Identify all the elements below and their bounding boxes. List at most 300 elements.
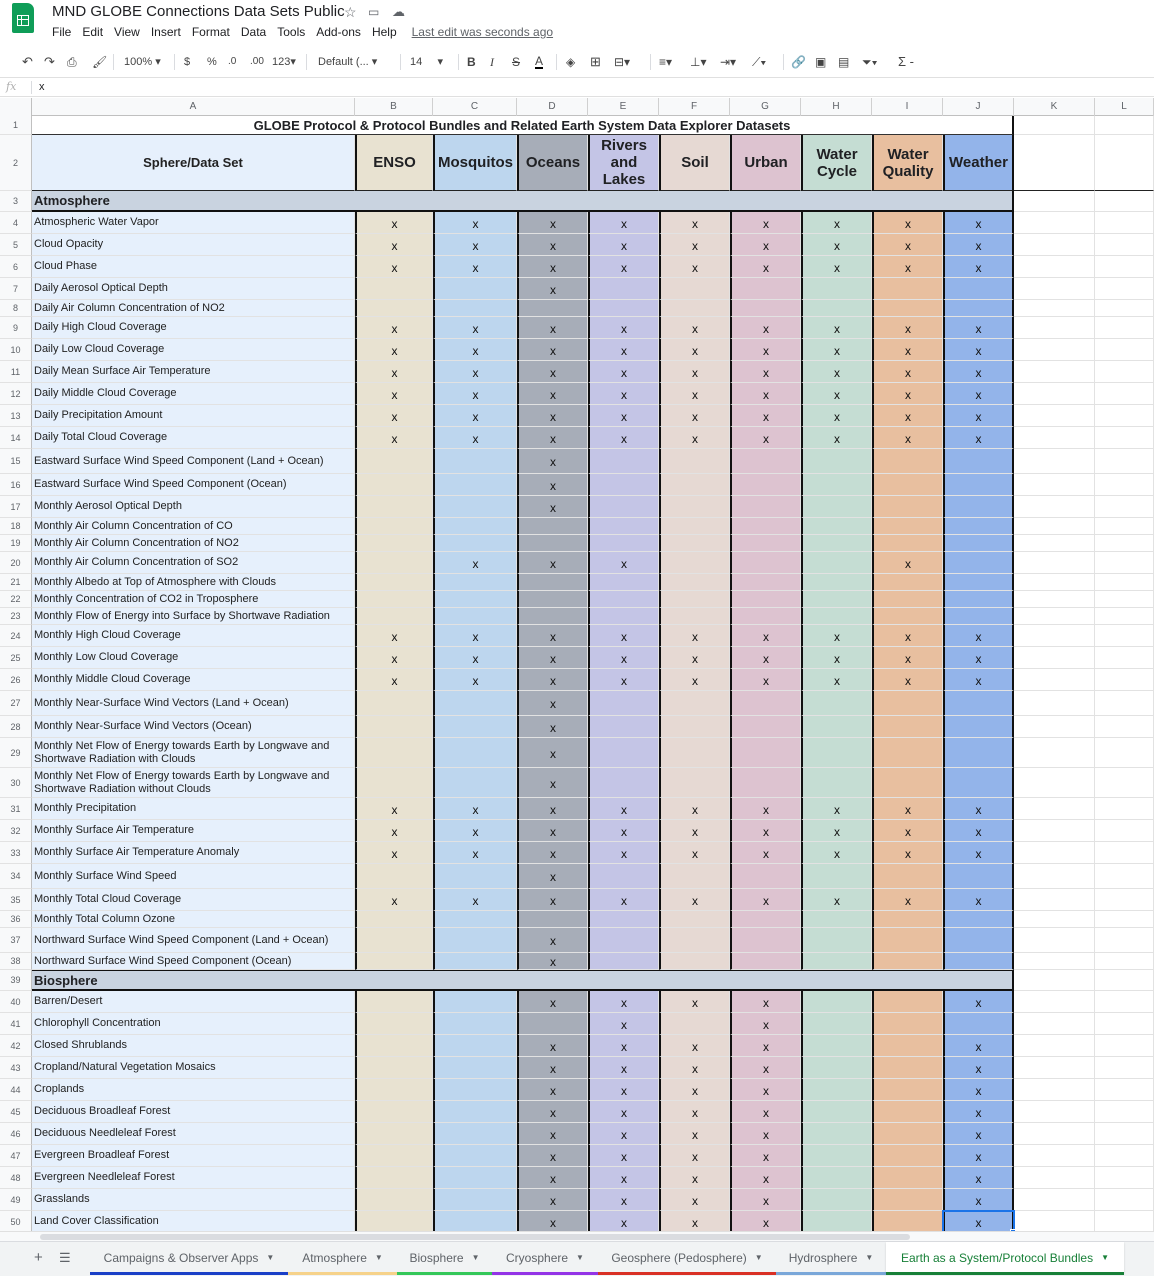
header-cell-water-cycle[interactable]: Water Cycle bbox=[801, 135, 872, 191]
mark-cell[interactable]: x bbox=[659, 1035, 730, 1057]
mark-cell[interactable]: x bbox=[659, 1123, 730, 1145]
empty-cell[interactable] bbox=[1095, 496, 1154, 518]
menu-format[interactable]: Format bbox=[191, 25, 230, 39]
mark-cell[interactable]: x bbox=[659, 1167, 730, 1189]
mark-cell[interactable]: x bbox=[730, 991, 801, 1013]
mark-cell[interactable]: x bbox=[588, 669, 659, 691]
mark-cell[interactable] bbox=[588, 691, 659, 716]
insert-link-icon[interactable]: 🔗 bbox=[791, 55, 806, 69]
dataset-name-cell[interactable]: Monthly Net Flow of Energy towards Earth by Longwave and Shortwave Radiation with Clouds bbox=[32, 738, 355, 768]
mark-cell[interactable]: x bbox=[730, 1189, 801, 1211]
mark-cell[interactable] bbox=[943, 911, 1014, 928]
mark-cell[interactable] bbox=[433, 300, 517, 317]
mark-cell[interactable]: x bbox=[355, 234, 433, 256]
row-number[interactable]: 39 bbox=[0, 970, 32, 991]
mark-cell[interactable]: x bbox=[433, 669, 517, 691]
mark-cell[interactable] bbox=[801, 574, 872, 591]
mark-cell[interactable] bbox=[730, 953, 801, 970]
mark-cell[interactable]: x bbox=[517, 625, 588, 647]
mark-cell[interactable]: x bbox=[801, 405, 872, 427]
vertical-align-icon[interactable]: ⊥▾ bbox=[690, 55, 707, 69]
mark-cell[interactable]: x bbox=[355, 889, 433, 911]
mark-cell[interactable]: x bbox=[943, 669, 1014, 691]
empty-cell[interactable] bbox=[1014, 889, 1095, 911]
zoom-select[interactable]: 100% ▾ bbox=[124, 56, 161, 68]
column-header-d[interactable]: D bbox=[517, 98, 588, 116]
dataset-name-cell[interactable]: Evergreen Broadleaf Forest bbox=[32, 1145, 355, 1167]
empty-cell[interactable] bbox=[1014, 383, 1095, 405]
row-number[interactable]: 16 bbox=[0, 474, 32, 496]
mark-cell[interactable]: x bbox=[659, 361, 730, 383]
mark-cell[interactable]: x bbox=[730, 383, 801, 405]
mark-cell[interactable] bbox=[872, 535, 943, 552]
mark-cell[interactable]: x bbox=[801, 256, 872, 278]
select-all-corner[interactable] bbox=[0, 98, 32, 116]
mark-cell[interactable]: x bbox=[517, 256, 588, 278]
column-header-j[interactable]: J bbox=[943, 98, 1014, 116]
paint-format-icon[interactable]: 🖌 bbox=[92, 55, 108, 69]
mark-cell[interactable] bbox=[517, 518, 588, 535]
redo-icon[interactable]: ↷ bbox=[44, 54, 55, 69]
empty-cell[interactable] bbox=[1095, 300, 1154, 317]
dataset-name-cell[interactable]: Monthly Total Column Ozone bbox=[32, 911, 355, 928]
undo-icon[interactable]: ↶ bbox=[22, 54, 33, 69]
mark-cell[interactable] bbox=[801, 1167, 872, 1189]
mark-cell[interactable]: x bbox=[517, 405, 588, 427]
mark-cell[interactable]: x bbox=[872, 405, 943, 427]
mark-cell[interactable]: x bbox=[588, 1211, 659, 1231]
document-title[interactable]: MND GLOBE Connections Data Sets Public bbox=[52, 3, 345, 20]
mark-cell[interactable] bbox=[588, 518, 659, 535]
mark-cell[interactable] bbox=[730, 574, 801, 591]
row-number[interactable]: 14 bbox=[0, 427, 32, 449]
mark-cell[interactable] bbox=[517, 911, 588, 928]
dataset-name-cell[interactable]: Daily Mean Surface Air Temperature bbox=[32, 361, 355, 383]
empty-cell[interactable] bbox=[1095, 427, 1154, 449]
mark-cell[interactable]: x bbox=[730, 256, 801, 278]
tab-menu-caret-icon[interactable]: ▼ bbox=[576, 1253, 584, 1262]
mark-cell[interactable] bbox=[659, 716, 730, 738]
mark-cell[interactable]: x bbox=[801, 317, 872, 339]
mark-cell[interactable]: x bbox=[355, 427, 433, 449]
mark-cell[interactable] bbox=[872, 953, 943, 970]
empty-cell[interactable] bbox=[1014, 864, 1095, 889]
mark-cell[interactable] bbox=[355, 1167, 433, 1189]
add-sheet-icon[interactable]: + bbox=[34, 1249, 43, 1266]
row-number[interactable]: 48 bbox=[0, 1167, 32, 1189]
dataset-name-cell[interactable]: Grasslands bbox=[32, 1189, 355, 1211]
row-number[interactable]: 28 bbox=[0, 716, 32, 738]
empty-cell[interactable] bbox=[1095, 1123, 1154, 1145]
row-number[interactable]: 27 bbox=[0, 691, 32, 716]
empty-cell[interactable] bbox=[1014, 552, 1095, 574]
mark-cell[interactable]: x bbox=[588, 1013, 659, 1035]
mark-cell[interactable] bbox=[801, 552, 872, 574]
column-header-a[interactable]: A bbox=[32, 98, 355, 116]
mark-cell[interactable]: x bbox=[517, 716, 588, 738]
mark-cell[interactable] bbox=[872, 591, 943, 608]
text-wrapping-icon[interactable]: ⇥▾ bbox=[720, 55, 737, 69]
mark-cell[interactable]: x bbox=[943, 647, 1014, 669]
empty-cell[interactable] bbox=[1014, 116, 1095, 135]
dataset-name-cell[interactable]: Daily Low Cloud Coverage bbox=[32, 339, 355, 361]
mark-cell[interactable]: x bbox=[872, 212, 943, 234]
mark-cell[interactable] bbox=[943, 535, 1014, 552]
mark-cell[interactable] bbox=[943, 953, 1014, 970]
empty-cell[interactable] bbox=[1014, 970, 1095, 991]
empty-cell[interactable] bbox=[1095, 191, 1154, 212]
mark-cell[interactable] bbox=[517, 608, 588, 625]
row-number[interactable]: 25 bbox=[0, 647, 32, 669]
empty-cell[interactable] bbox=[1095, 234, 1154, 256]
insert-comment-icon[interactable]: ▣ bbox=[815, 55, 827, 69]
mark-cell[interactable]: x bbox=[730, 1057, 801, 1079]
bold-button[interactable]: B bbox=[467, 55, 476, 69]
functions-button[interactable]: Σ - bbox=[898, 54, 914, 69]
dataset-name-cell[interactable]: Monthly Net Flow of Energy towards Earth by Longwave and Shortwave Radiation without Clouds bbox=[32, 768, 355, 798]
dataset-name-cell[interactable]: Monthly Air Column Concentration of CO bbox=[32, 518, 355, 535]
row-number[interactable]: 50 bbox=[0, 1211, 32, 1231]
mark-cell[interactable]: x bbox=[433, 383, 517, 405]
empty-cell[interactable] bbox=[1014, 591, 1095, 608]
mark-cell[interactable] bbox=[355, 1101, 433, 1123]
mark-cell[interactable]: x bbox=[517, 1189, 588, 1211]
mark-cell[interactable]: x bbox=[517, 383, 588, 405]
mark-cell[interactable] bbox=[588, 496, 659, 518]
row-number[interactable]: 18 bbox=[0, 518, 32, 535]
mark-cell[interactable] bbox=[355, 691, 433, 716]
row-number[interactable]: 40 bbox=[0, 991, 32, 1013]
mark-cell[interactable]: x bbox=[730, 1211, 801, 1231]
empty-cell[interactable] bbox=[1095, 135, 1154, 191]
mark-cell[interactable]: x bbox=[659, 405, 730, 427]
mark-cell[interactable]: x bbox=[355, 820, 433, 842]
row-number[interactable]: 44 bbox=[0, 1079, 32, 1101]
mark-cell[interactable] bbox=[355, 1211, 433, 1231]
menu-insert[interactable]: Insert bbox=[150, 25, 181, 39]
mark-cell[interactable]: x bbox=[355, 625, 433, 647]
row-number[interactable]: 13 bbox=[0, 405, 32, 427]
row-number[interactable]: 19 bbox=[0, 535, 32, 552]
mark-cell[interactable] bbox=[659, 496, 730, 518]
header-cell-rivers-and-lakes[interactable]: Rivers and Lakes bbox=[588, 135, 659, 191]
mark-cell[interactable] bbox=[355, 474, 433, 496]
empty-cell[interactable] bbox=[1095, 608, 1154, 625]
mark-cell[interactable] bbox=[659, 552, 730, 574]
mark-cell[interactable]: x bbox=[943, 1189, 1014, 1211]
mark-cell[interactable]: x bbox=[659, 1189, 730, 1211]
mark-cell[interactable]: x bbox=[588, 427, 659, 449]
mark-cell[interactable]: x bbox=[355, 405, 433, 427]
empty-cell[interactable] bbox=[1014, 535, 1095, 552]
mark-cell[interactable] bbox=[730, 911, 801, 928]
mark-cell[interactable] bbox=[355, 1189, 433, 1211]
row-number[interactable]: 8 bbox=[0, 300, 32, 317]
mark-cell[interactable] bbox=[433, 535, 517, 552]
mark-cell[interactable]: x bbox=[355, 339, 433, 361]
header-cell-oceans[interactable]: Oceans bbox=[517, 135, 588, 191]
header-cell-mosquitos[interactable]: Mosquitos bbox=[433, 135, 517, 191]
mark-cell[interactable]: x bbox=[588, 1101, 659, 1123]
row-number[interactable]: 3 bbox=[0, 191, 32, 212]
empty-cell[interactable] bbox=[1014, 1035, 1095, 1057]
mark-cell[interactable] bbox=[433, 1123, 517, 1145]
mark-cell[interactable] bbox=[588, 738, 659, 768]
font-select[interactable]: Default (... ▾ bbox=[318, 56, 378, 68]
mark-cell[interactable] bbox=[801, 911, 872, 928]
mark-cell[interactable] bbox=[433, 768, 517, 798]
mark-cell[interactable]: x bbox=[588, 1167, 659, 1189]
mark-cell[interactable]: x bbox=[433, 798, 517, 820]
mark-cell[interactable]: x bbox=[801, 427, 872, 449]
mark-cell[interactable]: x bbox=[588, 991, 659, 1013]
mark-cell[interactable]: x bbox=[517, 1057, 588, 1079]
column-header-c[interactable]: C bbox=[433, 98, 517, 116]
dataset-name-cell[interactable]: Monthly Near-Surface Wind Vectors (Land + Ocean) bbox=[32, 691, 355, 716]
mark-cell[interactable]: x bbox=[433, 625, 517, 647]
empty-cell[interactable] bbox=[1095, 1189, 1154, 1211]
mark-cell[interactable]: x bbox=[943, 991, 1014, 1013]
scrollbar-thumb[interactable] bbox=[40, 1234, 910, 1240]
mark-cell[interactable]: x bbox=[659, 1145, 730, 1167]
mark-cell[interactable] bbox=[801, 864, 872, 889]
empty-cell[interactable] bbox=[1095, 474, 1154, 496]
dataset-name-cell[interactable]: Northward Surface Wind Speed Component (Ocean) bbox=[32, 953, 355, 970]
mark-cell[interactable] bbox=[872, 911, 943, 928]
empty-cell[interactable] bbox=[1095, 256, 1154, 278]
empty-cell[interactable] bbox=[1095, 1057, 1154, 1079]
mark-cell[interactable]: x bbox=[943, 256, 1014, 278]
sheet-tab-earth-as-a-system-protocol-bundles[interactable] bbox=[886, 1242, 1124, 1273]
mark-cell[interactable] bbox=[588, 911, 659, 928]
mark-cell[interactable]: x bbox=[659, 842, 730, 864]
mark-cell[interactable]: x bbox=[517, 953, 588, 970]
sheet-tab-geosphere-pedosphere[interactable] bbox=[598, 1242, 776, 1273]
mark-cell[interactable] bbox=[588, 953, 659, 970]
empty-cell[interactable] bbox=[1095, 889, 1154, 911]
mark-cell[interactable]: x bbox=[588, 647, 659, 669]
row-number[interactable]: 38 bbox=[0, 953, 32, 970]
all-sheets-icon[interactable]: ☰ bbox=[59, 1250, 71, 1265]
mark-cell[interactable] bbox=[801, 716, 872, 738]
empty-cell[interactable] bbox=[1095, 953, 1154, 970]
empty-cell[interactable] bbox=[1095, 820, 1154, 842]
mark-cell[interactable]: x bbox=[588, 1189, 659, 1211]
mark-cell[interactable] bbox=[801, 591, 872, 608]
empty-cell[interactable] bbox=[1014, 1189, 1095, 1211]
mark-cell[interactable]: x bbox=[355, 317, 433, 339]
fill-color-icon[interactable]: ◈ bbox=[566, 55, 576, 69]
mark-cell[interactable]: x bbox=[872, 647, 943, 669]
row-number[interactable]: 43 bbox=[0, 1057, 32, 1079]
mark-cell[interactable] bbox=[801, 474, 872, 496]
empty-cell[interactable] bbox=[1014, 574, 1095, 591]
mark-cell[interactable]: x bbox=[517, 669, 588, 691]
mark-cell[interactable] bbox=[355, 574, 433, 591]
mark-cell[interactable] bbox=[872, 716, 943, 738]
empty-cell[interactable] bbox=[1095, 716, 1154, 738]
mark-cell[interactable]: x bbox=[730, 339, 801, 361]
mark-cell[interactable]: x bbox=[943, 820, 1014, 842]
mark-cell[interactable] bbox=[588, 608, 659, 625]
mark-cell[interactable]: x bbox=[659, 1057, 730, 1079]
empty-cell[interactable] bbox=[1014, 361, 1095, 383]
empty-cell[interactable] bbox=[1095, 449, 1154, 474]
row-number[interactable]: 47 bbox=[0, 1145, 32, 1167]
dataset-name-cell[interactable]: Monthly Air Column Concentration of SO2 bbox=[32, 552, 355, 574]
mark-cell[interactable]: x bbox=[517, 1079, 588, 1101]
mark-cell[interactable] bbox=[872, 1189, 943, 1211]
mark-cell[interactable]: x bbox=[588, 1035, 659, 1057]
mark-cell[interactable]: x bbox=[517, 820, 588, 842]
empty-cell[interactable] bbox=[1014, 953, 1095, 970]
mark-cell[interactable] bbox=[517, 535, 588, 552]
mark-cell[interactable]: x bbox=[517, 1123, 588, 1145]
mark-cell[interactable]: x bbox=[517, 1145, 588, 1167]
mark-cell[interactable]: x bbox=[433, 647, 517, 669]
empty-cell[interactable] bbox=[1014, 911, 1095, 928]
mark-cell[interactable] bbox=[659, 474, 730, 496]
mark-cell[interactable]: x bbox=[659, 991, 730, 1013]
mark-cell[interactable]: x bbox=[433, 317, 517, 339]
mark-cell[interactable] bbox=[730, 768, 801, 798]
mark-cell[interactable]: x bbox=[943, 842, 1014, 864]
sheet-title-cell[interactable]: GLOBE Protocol & Protocol Bundles and Related Earth System Data Explorer Datasets bbox=[32, 116, 1014, 135]
mark-cell[interactable] bbox=[872, 691, 943, 716]
sheet-tab-hydrosphere[interactable] bbox=[776, 1242, 886, 1273]
mark-cell[interactable] bbox=[730, 716, 801, 738]
mark-cell[interactable] bbox=[872, 1145, 943, 1167]
mark-cell[interactable]: x bbox=[588, 798, 659, 820]
mark-cell[interactable] bbox=[433, 518, 517, 535]
mark-cell[interactable]: x bbox=[801, 647, 872, 669]
mark-cell[interactable] bbox=[659, 278, 730, 300]
mark-cell[interactable] bbox=[355, 1057, 433, 1079]
row-number[interactable]: 23 bbox=[0, 608, 32, 625]
mark-cell[interactable] bbox=[801, 278, 872, 300]
mark-cell[interactable] bbox=[659, 768, 730, 798]
mark-cell[interactable]: x bbox=[517, 798, 588, 820]
empty-cell[interactable] bbox=[1014, 716, 1095, 738]
row-number[interactable]: 37 bbox=[0, 928, 32, 953]
row-number[interactable]: 12 bbox=[0, 383, 32, 405]
mark-cell[interactable]: x bbox=[588, 405, 659, 427]
italic-button[interactable]: I bbox=[490, 55, 494, 69]
empty-cell[interactable] bbox=[1014, 256, 1095, 278]
mark-cell[interactable]: x bbox=[943, 1167, 1014, 1189]
empty-cell[interactable] bbox=[1014, 1123, 1095, 1145]
mark-cell[interactable]: x bbox=[433, 427, 517, 449]
mark-cell[interactable] bbox=[433, 1057, 517, 1079]
mark-cell[interactable]: x bbox=[659, 1101, 730, 1123]
empty-cell[interactable] bbox=[1095, 1101, 1154, 1123]
mark-cell[interactable] bbox=[801, 953, 872, 970]
mark-cell[interactable]: x bbox=[801, 669, 872, 691]
mark-cell[interactable]: x bbox=[872, 842, 943, 864]
header-cell-sphere[interactable]: Sphere/Data Set bbox=[32, 135, 355, 191]
mark-cell[interactable]: x bbox=[588, 212, 659, 234]
mark-cell[interactable] bbox=[355, 991, 433, 1013]
empty-cell[interactable] bbox=[1014, 518, 1095, 535]
mark-cell[interactable]: x bbox=[659, 383, 730, 405]
mark-cell[interactable] bbox=[730, 535, 801, 552]
mark-cell[interactable]: x bbox=[659, 820, 730, 842]
insert-chart-icon[interactable]: ▤ bbox=[838, 55, 850, 69]
dataset-name-cell[interactable]: Daily Total Cloud Coverage bbox=[32, 427, 355, 449]
tab-menu-caret-icon[interactable]: ▼ bbox=[1101, 1253, 1109, 1262]
empty-cell[interactable] bbox=[1014, 928, 1095, 953]
mark-cell[interactable] bbox=[872, 608, 943, 625]
mark-cell[interactable]: x bbox=[517, 1211, 588, 1231]
empty-cell[interactable] bbox=[1014, 135, 1095, 191]
text-rotation-icon[interactable]: ⟋▾ bbox=[752, 55, 767, 69]
empty-cell[interactable] bbox=[1095, 574, 1154, 591]
mark-cell[interactable] bbox=[517, 574, 588, 591]
empty-cell[interactable] bbox=[1014, 427, 1095, 449]
dataset-name-cell[interactable]: Monthly Surface Air Temperature bbox=[32, 820, 355, 842]
mark-cell[interactable] bbox=[433, 278, 517, 300]
mark-cell[interactable]: x bbox=[801, 625, 872, 647]
dataset-name-cell[interactable]: Cropland/Natural Vegetation Mosaics bbox=[32, 1057, 355, 1079]
mark-cell[interactable] bbox=[872, 496, 943, 518]
mark-cell[interactable]: x bbox=[588, 1145, 659, 1167]
mark-cell[interactable]: x bbox=[801, 383, 872, 405]
mark-cell[interactable] bbox=[433, 991, 517, 1013]
mark-cell[interactable]: x bbox=[730, 212, 801, 234]
empty-cell[interactable] bbox=[1014, 496, 1095, 518]
mark-cell[interactable] bbox=[730, 608, 801, 625]
mark-cell[interactable] bbox=[433, 1035, 517, 1057]
strikethrough-button[interactable]: S bbox=[512, 55, 521, 69]
mark-cell[interactable] bbox=[433, 574, 517, 591]
mark-cell[interactable] bbox=[943, 300, 1014, 317]
row-number[interactable]: 49 bbox=[0, 1189, 32, 1211]
mark-cell[interactable] bbox=[433, 608, 517, 625]
row-number[interactable]: 4 bbox=[0, 212, 32, 234]
mark-cell[interactable]: x bbox=[517, 842, 588, 864]
column-header-b[interactable]: B bbox=[355, 98, 433, 116]
mark-cell[interactable]: x bbox=[517, 449, 588, 474]
mark-cell[interactable]: x bbox=[943, 234, 1014, 256]
dataset-name-cell[interactable]: Daily Middle Cloud Coverage bbox=[32, 383, 355, 405]
mark-cell[interactable] bbox=[355, 535, 433, 552]
tab-menu-caret-icon[interactable]: ▼ bbox=[471, 1253, 480, 1262]
mark-cell[interactable] bbox=[943, 738, 1014, 768]
mark-cell[interactable] bbox=[355, 928, 433, 953]
dataset-name-cell[interactable]: Daily Aerosol Optical Depth bbox=[32, 278, 355, 300]
mark-cell[interactable]: x bbox=[943, 625, 1014, 647]
mark-cell[interactable] bbox=[433, 474, 517, 496]
mark-cell[interactable] bbox=[943, 608, 1014, 625]
print-icon[interactable]: ⎙ bbox=[67, 55, 77, 69]
mark-cell[interactable] bbox=[801, 991, 872, 1013]
empty-cell[interactable] bbox=[1095, 928, 1154, 953]
mark-cell[interactable] bbox=[659, 591, 730, 608]
mark-cell[interactable] bbox=[355, 1013, 433, 1035]
mark-cell[interactable]: x bbox=[517, 991, 588, 1013]
mark-cell[interactable]: x bbox=[801, 798, 872, 820]
mark-cell[interactable]: x bbox=[659, 625, 730, 647]
dataset-name-cell[interactable]: Closed Shrublands bbox=[32, 1035, 355, 1057]
mark-cell[interactable]: x bbox=[433, 842, 517, 864]
mark-cell[interactable]: x bbox=[872, 339, 943, 361]
mark-cell[interactable] bbox=[433, 1167, 517, 1189]
mark-cell[interactable] bbox=[872, 1211, 943, 1231]
mark-cell[interactable] bbox=[872, 518, 943, 535]
mark-cell[interactable]: x bbox=[517, 738, 588, 768]
mark-cell[interactable] bbox=[433, 496, 517, 518]
mark-cell[interactable]: x bbox=[659, 317, 730, 339]
